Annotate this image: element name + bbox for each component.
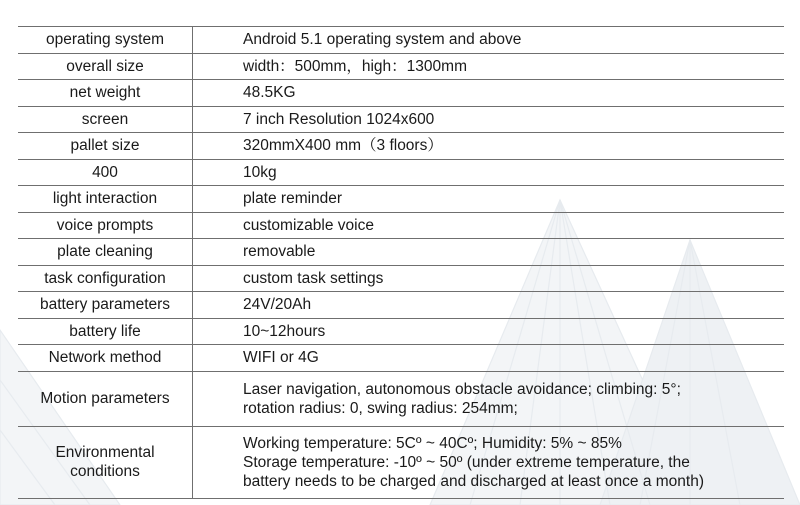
table-row bbox=[18, 371, 784, 426]
value-cell: 24V/20Ah bbox=[193, 292, 785, 319]
parameter-cell: net weight bbox=[18, 80, 193, 107]
parameter-cell: overall size bbox=[18, 53, 193, 80]
table-row bbox=[18, 292, 784, 319]
table-row bbox=[18, 80, 784, 107]
parameter-cell: Network method bbox=[18, 345, 193, 372]
parameter-cell: operating system bbox=[18, 27, 193, 54]
table-row bbox=[18, 345, 784, 372]
parameter-cell: Motion parameters bbox=[18, 371, 193, 426]
value-cell: customizable voice bbox=[193, 212, 785, 239]
table-row bbox=[18, 318, 784, 345]
table-row bbox=[18, 133, 784, 160]
table-row bbox=[18, 159, 784, 186]
value-cell bbox=[193, 371, 785, 426]
value-text: Laser navigation, autonomous obstacle avoidance; climbing: 5°; rotation radius: 0, swing radius: 254mm; bbox=[243, 380, 681, 417]
parameter-cell: pallet size bbox=[18, 133, 193, 160]
parameter-cell: plate cleaning bbox=[18, 239, 193, 266]
value-cell bbox=[193, 426, 785, 498]
value-cell: 7 inch Resolution 1024x600 bbox=[193, 106, 785, 133]
value-cell: removable bbox=[193, 239, 785, 266]
value-cell: 320mmX400 mm（3 floors） bbox=[193, 133, 785, 160]
table-row bbox=[18, 212, 784, 239]
parameter-cell bbox=[18, 426, 193, 498]
parameter-cell: light interaction bbox=[18, 186, 193, 213]
parameter-cell: task configuration bbox=[18, 265, 193, 292]
parameter-cell: 400 bbox=[18, 159, 193, 186]
parameter-cell: voice prompts bbox=[18, 212, 193, 239]
table-row bbox=[18, 265, 784, 292]
parameter-cell: battery parameters bbox=[18, 292, 193, 319]
value-cell: width：500mm，high：1300mm bbox=[193, 53, 785, 80]
table-row bbox=[18, 239, 784, 266]
parameter-text: Environmental conditions bbox=[55, 444, 155, 480]
table-row bbox=[18, 53, 784, 80]
value-cell: 10kg bbox=[193, 159, 785, 186]
value-cell: 10~12hours bbox=[193, 318, 785, 345]
parameter-cell: screen bbox=[18, 106, 193, 133]
specifications-table bbox=[18, 26, 784, 499]
value-text: Working temperature: 5Cº ~ 40Cº; Humidity: 5% ~ 85% Storage temperature: -10º ~ 50º (under extreme temperature, the battery needs to be charged and discharged at least once a month) bbox=[243, 434, 704, 490]
table-row bbox=[18, 27, 784, 54]
value-cell: custom task settings bbox=[193, 265, 785, 292]
value-cell: Android 5.1 operating system and above bbox=[193, 27, 785, 54]
table-row bbox=[18, 186, 784, 213]
value-cell: 48.5KG bbox=[193, 80, 785, 107]
table-row bbox=[18, 106, 784, 133]
value-cell: WIFI or 4G bbox=[193, 345, 785, 372]
value-cell: plate reminder bbox=[193, 186, 785, 213]
table-row bbox=[18, 426, 784, 498]
parameter-cell: battery life bbox=[18, 318, 193, 345]
